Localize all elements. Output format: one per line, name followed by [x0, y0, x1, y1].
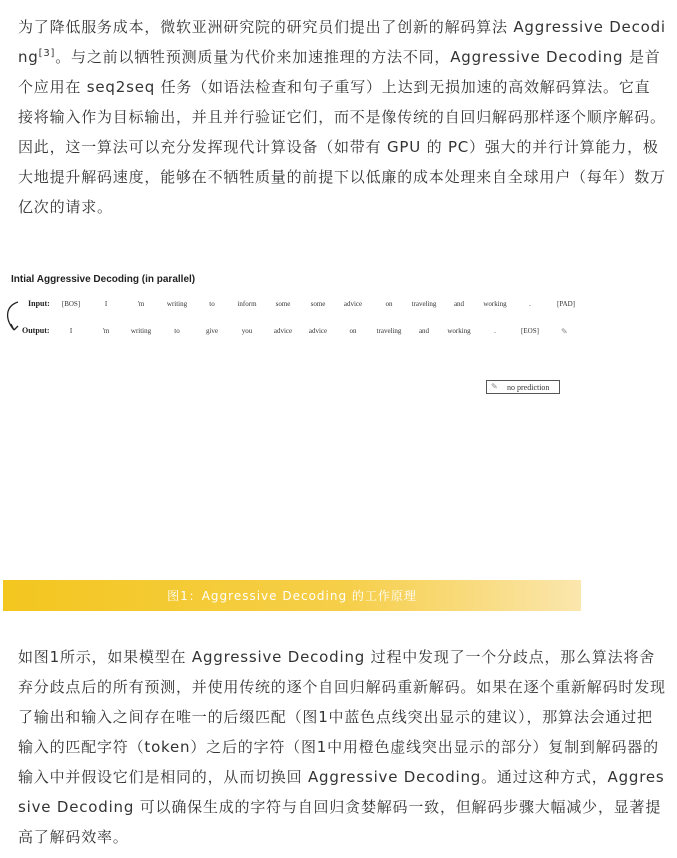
output-token: to — [174, 327, 180, 335]
output-token: writing — [130, 327, 152, 335]
input-token: . — [529, 300, 531, 308]
input-token: advice — [343, 300, 363, 308]
input-token: [BOS] — [61, 300, 81, 308]
intro-text-before-ref: 为了降低服务成本，微软亚洲研究院的研究员们提出了创新的解码算法 Aggressive Decoding — [18, 18, 666, 66]
legend-box — [486, 380, 560, 394]
output-token: you — [241, 327, 253, 335]
input-token: [PAD] — [556, 300, 576, 308]
intro-text-after-ref: 。与之前以牺牲预测质量为代价来加速推理的方法不同，Aggressive Decoding 是首个应用在 seq2seq 任务（如语法检查和句子重写）上达到无损加速的高效解码算法。它直接将输入作为目标输出，并且并行验证它们，而不是像传统的自回归解码那样逐个顺序解码。因此，这一算法可以充分发挥现代计算设备（如带有 GPU 的 PC）强大的并行计算能力，极大地提升解码速度，能够在不牺牲质量的前提下以低廉的成本处理来自全球用户（每年）数万亿次的请求。 — [18, 48, 666, 216]
reference-link[interactable]: [3] — [38, 48, 56, 59]
output-token: give — [205, 327, 219, 335]
figure-caption: 图1：Aggressive Decoding 的工作原理 — [3, 580, 581, 611]
input-token: to — [209, 300, 215, 308]
input-token: working — [483, 300, 507, 308]
intro-paragraph — [18, 12, 666, 222]
input-token: 'm — [137, 300, 145, 308]
output-row-label: Output: — [22, 326, 50, 335]
input-token: on — [385, 300, 393, 308]
pencil-icon: ✎ — [561, 327, 568, 336]
output-token: I — [69, 327, 73, 335]
input-token: writing — [166, 300, 188, 308]
input-token: traveling — [411, 300, 437, 308]
figure-title: Intial Aggressive Decoding (in parallel) — [11, 274, 196, 285]
pencil-icon: ✎ — [491, 382, 498, 391]
legend-label: no prediction — [507, 382, 550, 392]
input-token: inform — [237, 300, 257, 308]
output-token: on — [349, 327, 357, 335]
input-row-label: Input: — [28, 299, 50, 308]
explanation-paragraph: 如图1所示，如果模型在 Aggressive Decoding 过程中发现了一个分歧点，那么算法将舍弃分歧点后的所有预测，并使用传统的逐个自回归解码重新解码。如果在逐个重新解码时发现了输出和输入之间存在唯一的后缀匹配（图1中蓝色点线突出显示的建议），那算法会通过把输入的匹配字符（token）之后的字符（图1中用橙色虚线突出显示的部分）复制到解码器的输入中并假设它们是相同的，从而切换回 Aggressive Decoding。通过这种方式，Aggressive Decoding 可以确保生成的字符与自回归贪婪解码一致，但解码步骤大幅减少，显著提高了解码效率。 — [18, 648, 666, 846]
output-token: [EOS] — [521, 327, 539, 335]
output-token: and — [418, 327, 430, 335]
output-token: advice — [308, 327, 328, 335]
input-token: I — [104, 300, 108, 308]
input-token: some — [275, 300, 291, 308]
output-token: working — [447, 327, 471, 335]
output-token: . — [494, 327, 496, 335]
aggressive-decoding-figure — [0, 260, 677, 460]
output-token: advice — [273, 327, 293, 335]
input-token: and — [453, 300, 465, 308]
output-token: traveling — [376, 327, 402, 335]
input-token: some — [310, 300, 326, 308]
output-token: 'm — [102, 327, 110, 335]
